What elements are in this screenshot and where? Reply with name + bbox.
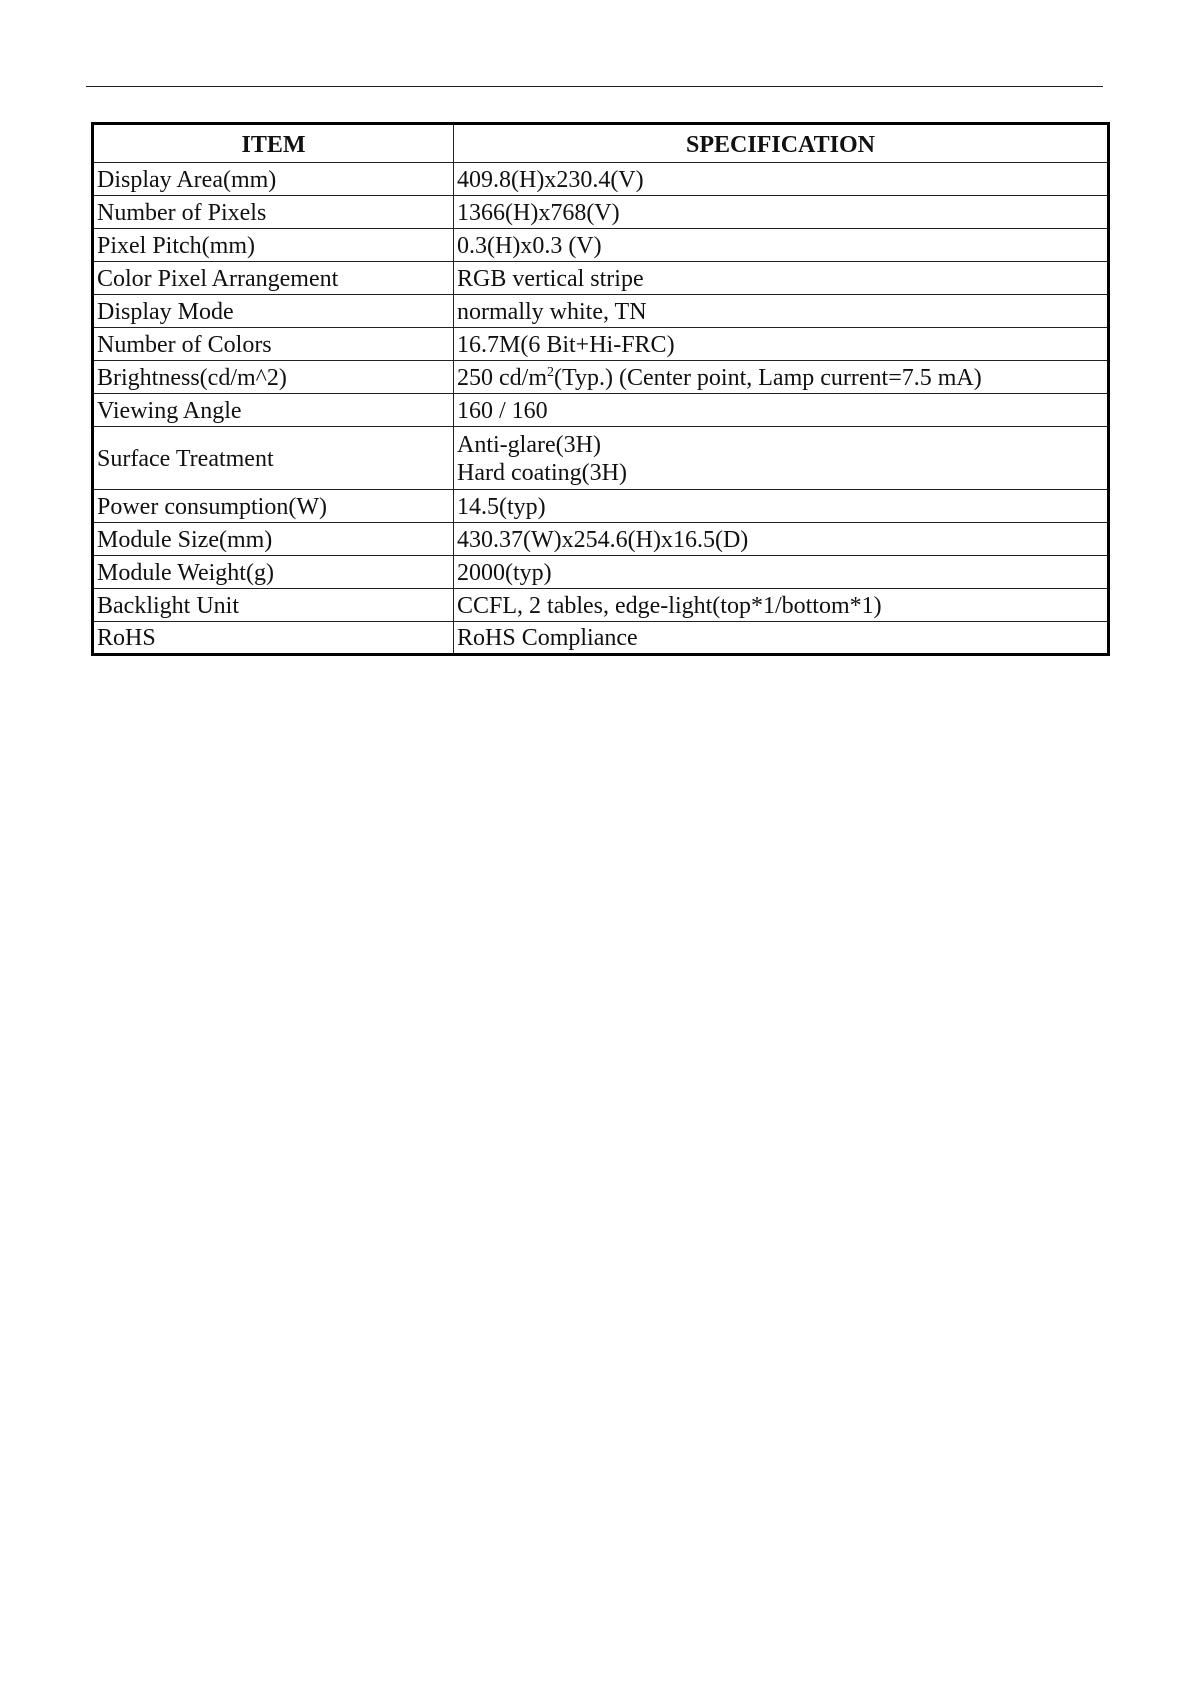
spec-cell bbox=[454, 361, 1109, 394]
brightness-unit-superscript: 2 bbox=[547, 364, 554, 380]
spec-line: Hard coating(3H) bbox=[457, 459, 627, 486]
table-row bbox=[93, 328, 1109, 361]
spec-cell bbox=[454, 427, 1109, 490]
item-cell: Module Size(mm) bbox=[93, 523, 454, 556]
spec-cell: 1366(H)x768(V) bbox=[454, 196, 1109, 229]
spec-cell: 16.7M(6 Bit+Hi-FRC) bbox=[454, 328, 1109, 361]
item-cell: Display Mode bbox=[93, 295, 454, 328]
table-row bbox=[93, 490, 1109, 523]
brightness-value-suffix: (Typ.) (Center point, Lamp current=7.5 mA) bbox=[554, 364, 982, 391]
item-cell: Viewing Angle bbox=[93, 394, 454, 427]
spec-cell: 14.5(typ) bbox=[454, 490, 1109, 523]
spec-cell: normally white, TN bbox=[454, 295, 1109, 328]
item-cell: RoHS bbox=[93, 622, 454, 655]
table-row bbox=[93, 556, 1109, 589]
item-cell: Pixel Pitch(mm) bbox=[93, 229, 454, 262]
item-cell: Module Weight(g) bbox=[93, 556, 454, 589]
specification-column-header: SPECIFICATION bbox=[454, 124, 1109, 163]
specification-table bbox=[91, 122, 1110, 656]
item-cell: Number of Colors bbox=[93, 328, 454, 361]
spec-cell: 430.37(W)x254.6(H)x16.5(D) bbox=[454, 523, 1109, 556]
table-row bbox=[93, 394, 1109, 427]
item-cell: Color Pixel Arrangement bbox=[93, 262, 454, 295]
spec-line: Anti-glare(3H) bbox=[457, 431, 601, 458]
spec-cell: CCFL, 2 tables, edge-light(top*1/bottom*1) bbox=[454, 589, 1109, 622]
item-cell: Brightness(cd/m^2) bbox=[93, 361, 454, 394]
item-cell: Surface Treatment bbox=[93, 427, 454, 490]
item-column-header: ITEM bbox=[93, 124, 454, 163]
table-row bbox=[93, 622, 1109, 655]
table-row bbox=[93, 262, 1109, 295]
item-cell: Backlight Unit bbox=[93, 589, 454, 622]
spec-cell: 160 / 160 bbox=[454, 394, 1109, 427]
brightness-value-prefix: 250 cd/m bbox=[457, 364, 547, 391]
table-row bbox=[93, 427, 1109, 490]
spec-cell: RGB vertical stripe bbox=[454, 262, 1109, 295]
table-row bbox=[93, 229, 1109, 262]
item-cell: Power consumption(W) bbox=[93, 490, 454, 523]
table-row bbox=[93, 196, 1109, 229]
item-cell: Number of Pixels bbox=[93, 196, 454, 229]
spec-cell: 2000(typ) bbox=[454, 556, 1109, 589]
table-row bbox=[93, 589, 1109, 622]
spec-cell: RoHS Compliance bbox=[454, 622, 1109, 655]
header-rule bbox=[86, 86, 1103, 87]
item-cell: Display Area(mm) bbox=[93, 163, 454, 196]
table-row bbox=[93, 523, 1109, 556]
table-row bbox=[93, 163, 1109, 196]
table-row bbox=[93, 295, 1109, 328]
table-header-row bbox=[93, 124, 1109, 163]
table-row bbox=[93, 361, 1109, 394]
spec-cell: 409.8(H)x230.4(V) bbox=[454, 163, 1109, 196]
spec-cell: 0.3(H)x0.3 (V) bbox=[454, 229, 1109, 262]
